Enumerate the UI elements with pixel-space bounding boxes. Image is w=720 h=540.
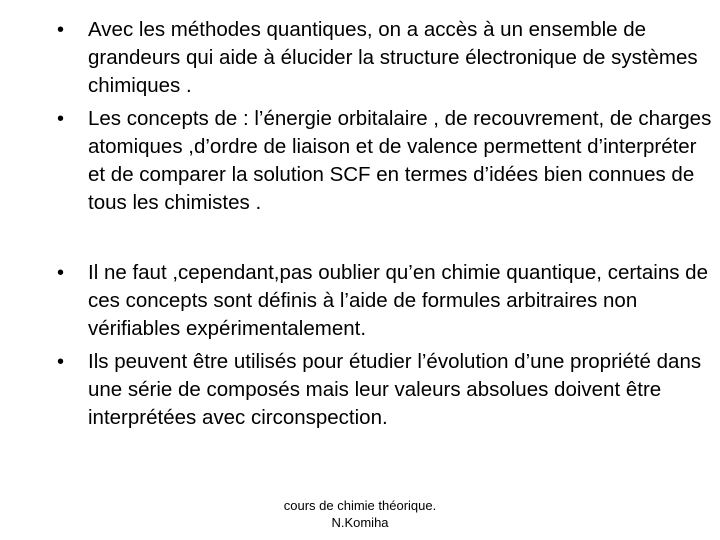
bullet-list-top	[57, 16, 715, 221]
bullet-item	[57, 348, 715, 433]
bullet-text: Il ne faut ,cependant,pas oublier qu’en chimie quantique, certains de ces concepts sont définis à l’aide de formules arbitraires non vérifiables expérimentalement.	[88, 261, 708, 341]
bullet-text: Ils peuvent être utilisés pour étudier l’évolution d’une propriété dans une série de composés mais leur valeurs absolues doivent être interprétées avec circonspection.	[88, 349, 702, 430]
bullet-icon: •	[57, 350, 65, 373]
bullet-icon: •	[57, 107, 65, 130]
bullet-list-bottom	[57, 259, 715, 436]
bullet-item	[57, 259, 715, 344]
bullet-text: Avec les méthodes quantiques, on a accès à un ensemble de grandeurs qui aide à élucider la structure électronique de systèmes chimiques .	[88, 18, 698, 98]
bullet-item	[57, 105, 715, 218]
footer-course-title: cours de chimie théorique.	[283, 498, 437, 513]
bullet-icon: •	[57, 19, 65, 41]
slide-footer	[200, 497, 520, 531]
bullet-item	[57, 16, 715, 101]
footer-author: N.Komiha	[331, 515, 389, 530]
bullet-icon: •	[57, 262, 65, 284]
bullet-text: Les concepts de : l’énergie orbitalaire , de recouvrement, de charges atomiques ,d’ordre de liaison et de valence permettent d’interpréter et de comparer la solution SCF en termes d’idées bien connues de tous les chimistes .	[88, 106, 712, 215]
